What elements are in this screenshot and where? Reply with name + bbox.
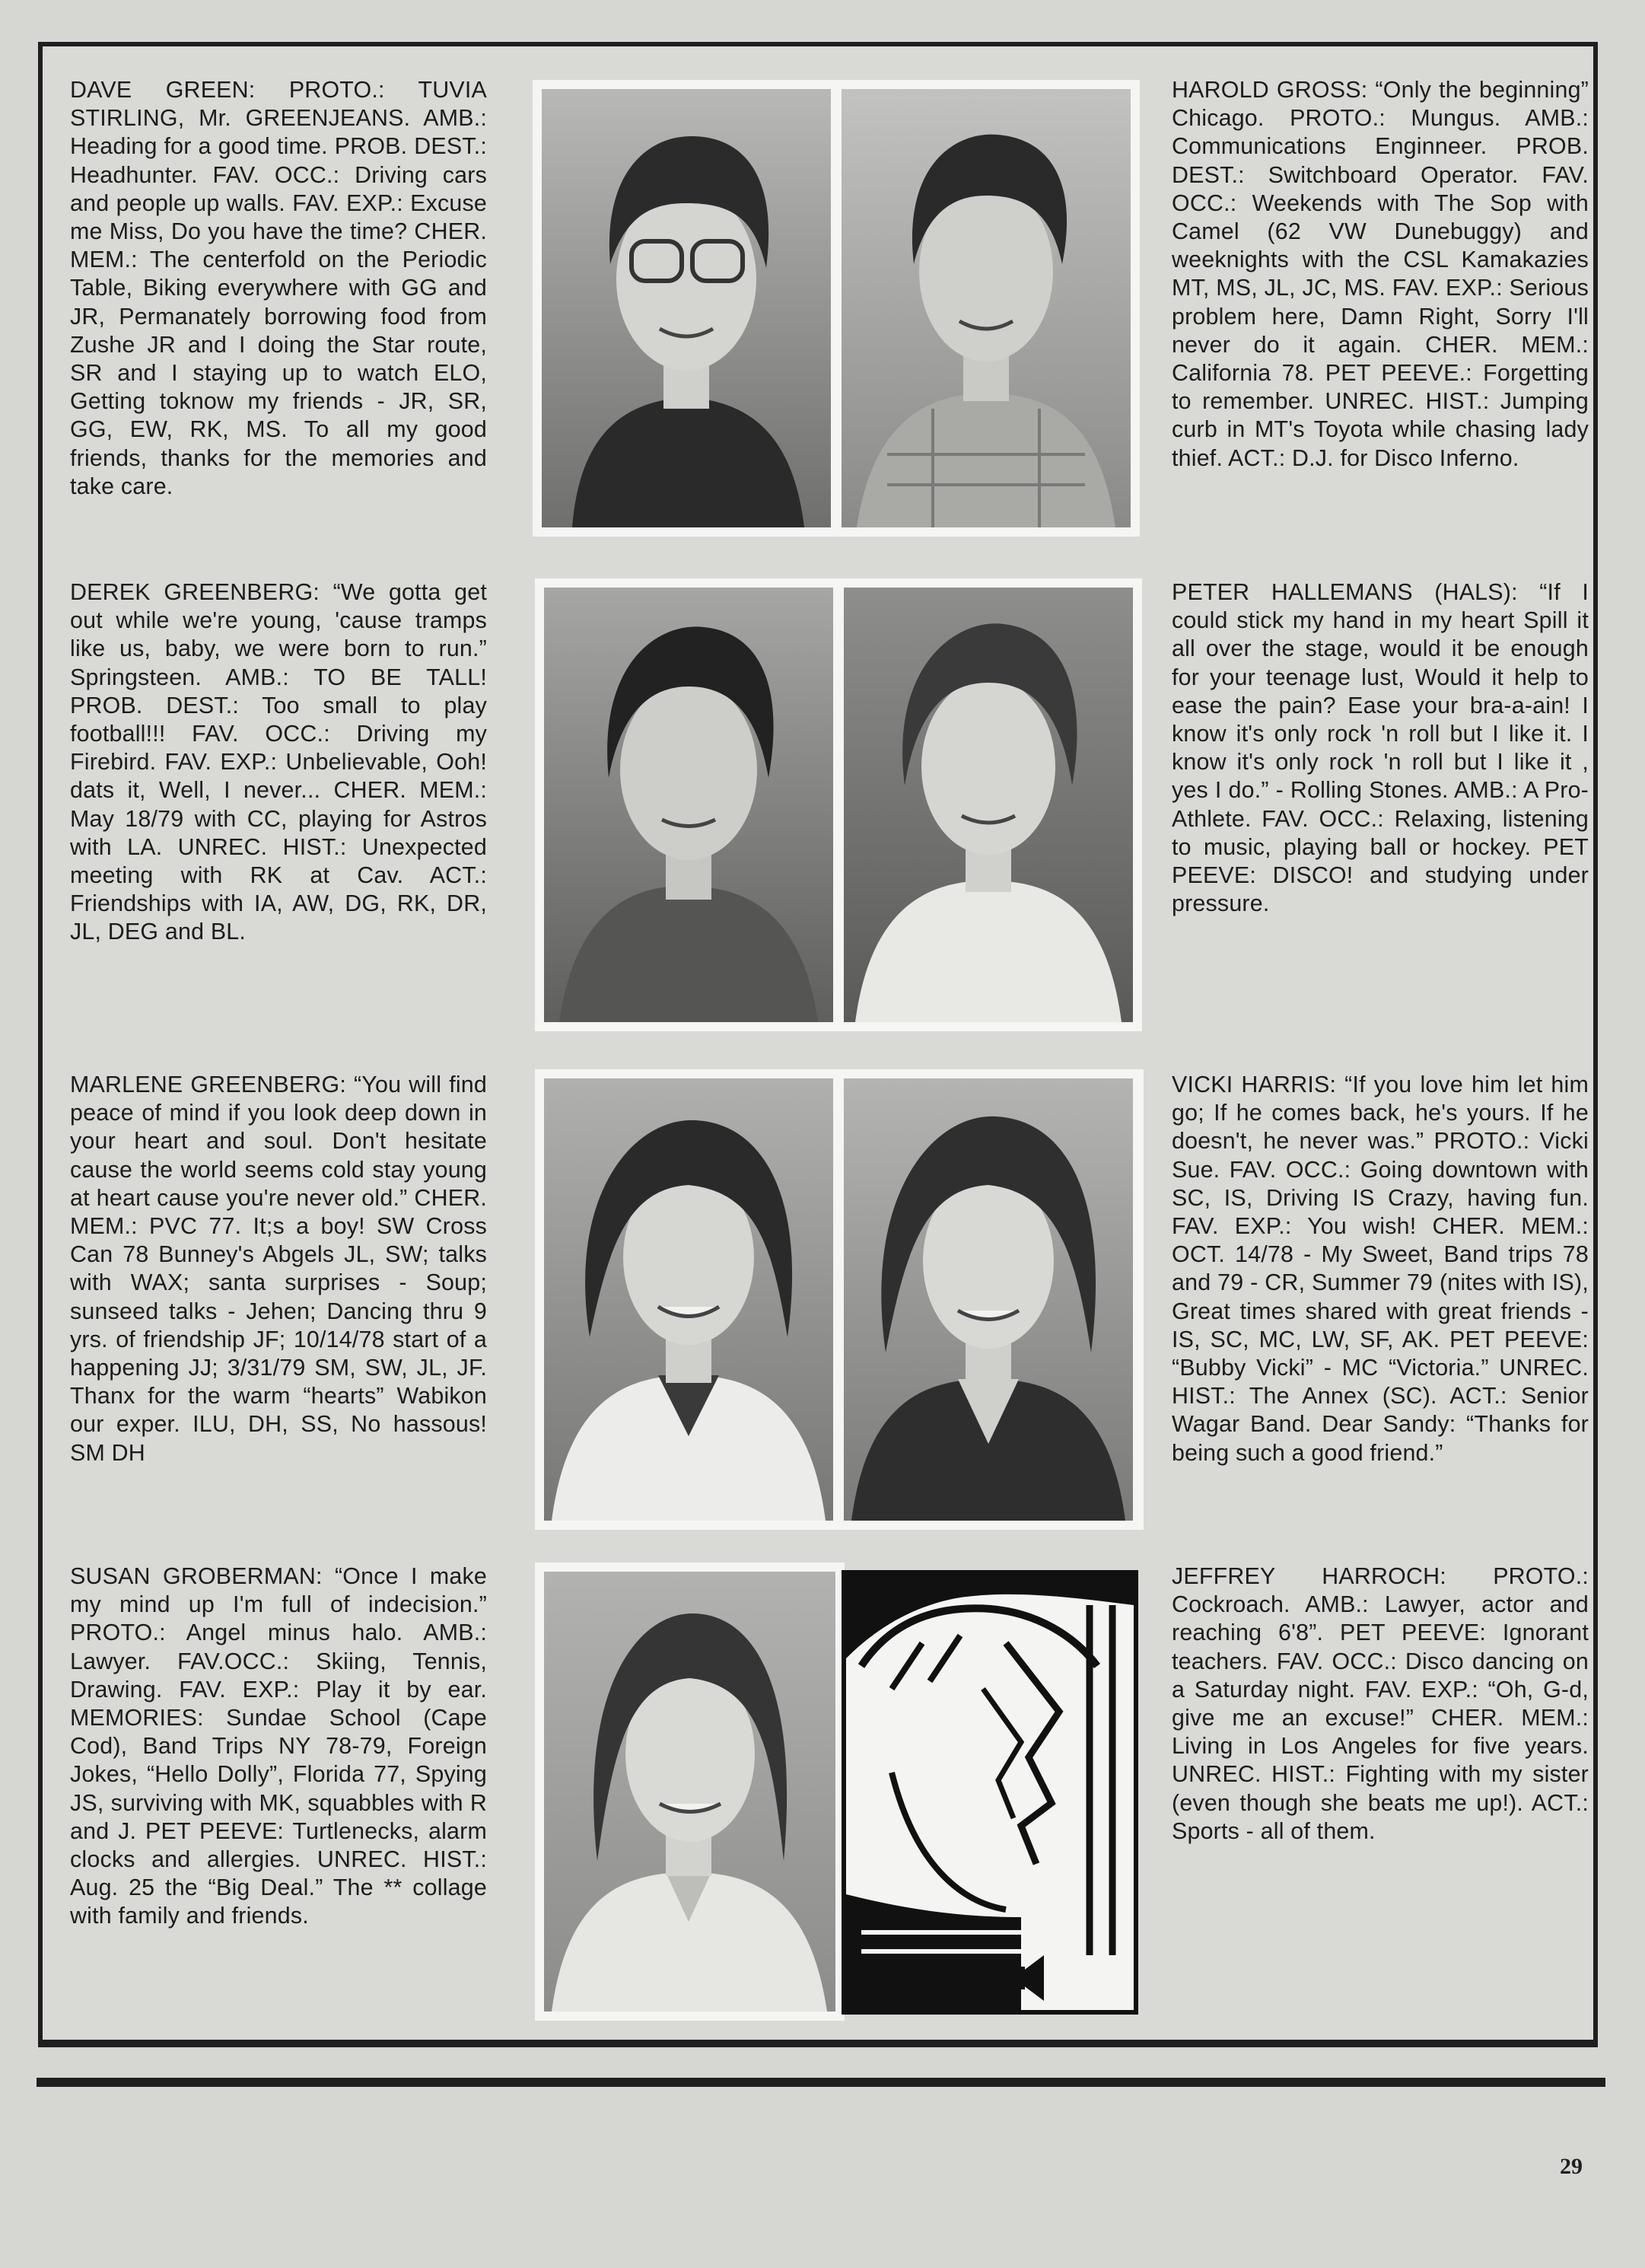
portrait-marlene-greenberg (544, 1078, 833, 1521)
bio-vicki-harris: VICKI HARRIS: “If you love him let him go; If he comes back, he's yours. If he doesn't, he never was.” PROTO.: Vicki Sue. FAV. OCC.: Going downtown with SC, IS, Driving IS Crazy, having fun. FAV. EXP.: You wish! CHER. MEM.: OCT. 14/78 - My Sweet, Band trips 78 and 79 - CR, Summer 79 (nites with IS), Great times shared with great friends - IS, SC, MC, LW, SF, AK. PET PEEVE: “Bubby Vicki” - MC “Victoria.” UNREC. HIST.: The Annex (SC). ACT.: Senior Wagar Band. Dear Sandy: “Thanks for being such a good friend.” (1172, 1072, 1589, 1466)
bio-derek-greenberg: DEREK GREENBERG: “We gotta get out while we're young, 'cause tramps like us, baby, we were born to run.” Springsteen. AMB.: TO BE TALL! PROB. DEST.: Too small to play football!!! FAV. OCC.: Driving my Firebird. FAV. EXP.: Unbelievable, Ooh! dats it, Well, I never... CHER. MEM.: May 18/79 with CC, playing for Astros with LA. UNREC. HIST.: Unexpected meeting with RK at Cav. ACT.: Friendships with IA, AW, DG, RK, DR, JL, DEG and BL. (70, 579, 487, 945)
bio-dave-green: DAVE GREEN: PROTO.: TUVIA STIRLING, Mr. GREENJEANS. AMB.: Heading for a good time. PROB. DEST.: Headhunter. FAV. OCC.: Driving cars and people up walls. FAV. EXP.: Excuse me Miss, Do you have the time? CHER. MEM.: The centerfold on the Periodic Table, Biking everywhere with GG and JR, Permanately borrowing food from Zushe JR and I doing the Star route, SR and I staying up to watch ELO, Getting toknow my friends - JR, SR, GG, EW, RK, MS. To all my good friends, thanks for the memories and take care. (70, 77, 487, 499)
bio-jeffrey-harroch: JEFFREY HARROCH: PROTO.: Cockroach. AMB.: Lawyer, actor and reaching 6'8”. PET PEEVE: Ignorant teachers. FAV. OCC.: Disco dancing on a Saturday night. FAV. EXP.: “Oh, G-d, give me an excuse!” CHER. MEM.: Living in Los Angeles for five years. UNREC. HIST.: Fighting with my sister (even though she beats me up!). ACT.: Sports - all of them. (1172, 1563, 1589, 1844)
ink-drawing-jeffrey-harroch (842, 1570, 1138, 2015)
bio-harold-gross: HAROLD GROSS: “Only the beginning” Chicago. PROTO.: Mungus. AMB.: Communications Enginneer. PROB. DEST.: Switchboard Operator. FAV. OCC.: Weekends with The Sop with Camel (62 VW Dunebuggy) and weeknights with the CSL Kamakazies MT, MS, JL, JC, MS. FAV. EXP.: Serious problem here, Damn Right, Sorry I'll never do it again. CHER. MEM.: California 78. PET PEEVE.: Forgetting to remember. UNREC. HIST.: Jumping curb in MT's Toyota while chasing lady thief. ACT.: D.J. for Disco Inferno. (1172, 77, 1589, 471)
portrait-derek-greenberg (544, 588, 833, 1022)
portrait-harold-gross (842, 89, 1131, 527)
portrait-vicki-harris (844, 1078, 1133, 1521)
bio-susan-groberman: SUSAN GROBERMAN: “Once I make my mind up I'm full of indecision.” PROTO.: Angel minus halo. AMB.: Lawyer. FAV.OCC.: Skiing, Tennis, Drawing. FAV. EXP.: Play it by ear. MEMORIES: Sundae School (Cape Cod), Band Trips NY 78-79, Foreign Jokes, “Hello Dolly”, Florida 77, Spying JS, surviving with MK, squabbles with R and J. PET PEEVE: Turtlenecks, alarm clocks and allergies. UNREC. HIST.: Aug. 25 the “Big Deal.” The ** collage with family and friends. (70, 1563, 487, 1929)
portrait-peter-hallemans (844, 588, 1133, 1022)
portrait-susan-groberman (544, 1572, 835, 2012)
page-number: 29 (1560, 2154, 1583, 2179)
portrait-dave-green (542, 89, 831, 527)
bio-marlene-greenberg: MARLENE GREENBERG: “You will find peace of mind if you look deep down in your heart and soul. Don't hesitate cause the world seems cold stay young at heart cause you're never old.” CHER. MEM.: PVC 77. It;s a boy! SW Cross Can 78 Bunney's Abgels JL, SW; talks with WAX; santa surprises - Soup; sunseed talks - Jehen; Dancing thru 9 yrs. of friendship JF; 10/14/78 start of a happening JJ; 3/31/79 SM, SW, JL, JF. Thanx for the warm “hearts” Wabikon our exper. ILU, DH, SS, No hassous! SM DH (70, 1072, 487, 1466)
bottom-rule (37, 2078, 1605, 2087)
bio-peter-hallemans: PETER HALLEMANS (HALS): “If I could stick my hand in my heart Spill it all over the stage, would it be enough for your teenage lust, Would it help to ease the pain? Ease your bra-a-ain! I know it's only rock 'n roll but I like it. I know it's only rock 'n roll but I like it , yes I do.” - Rolling Stones. AMB.: A Pro-Athlete. FAV. OCC.: Relaxing, listening to music, playing ball or hockey. PET PEEVE: DISCO! and studying under pressure. (1172, 579, 1589, 917)
